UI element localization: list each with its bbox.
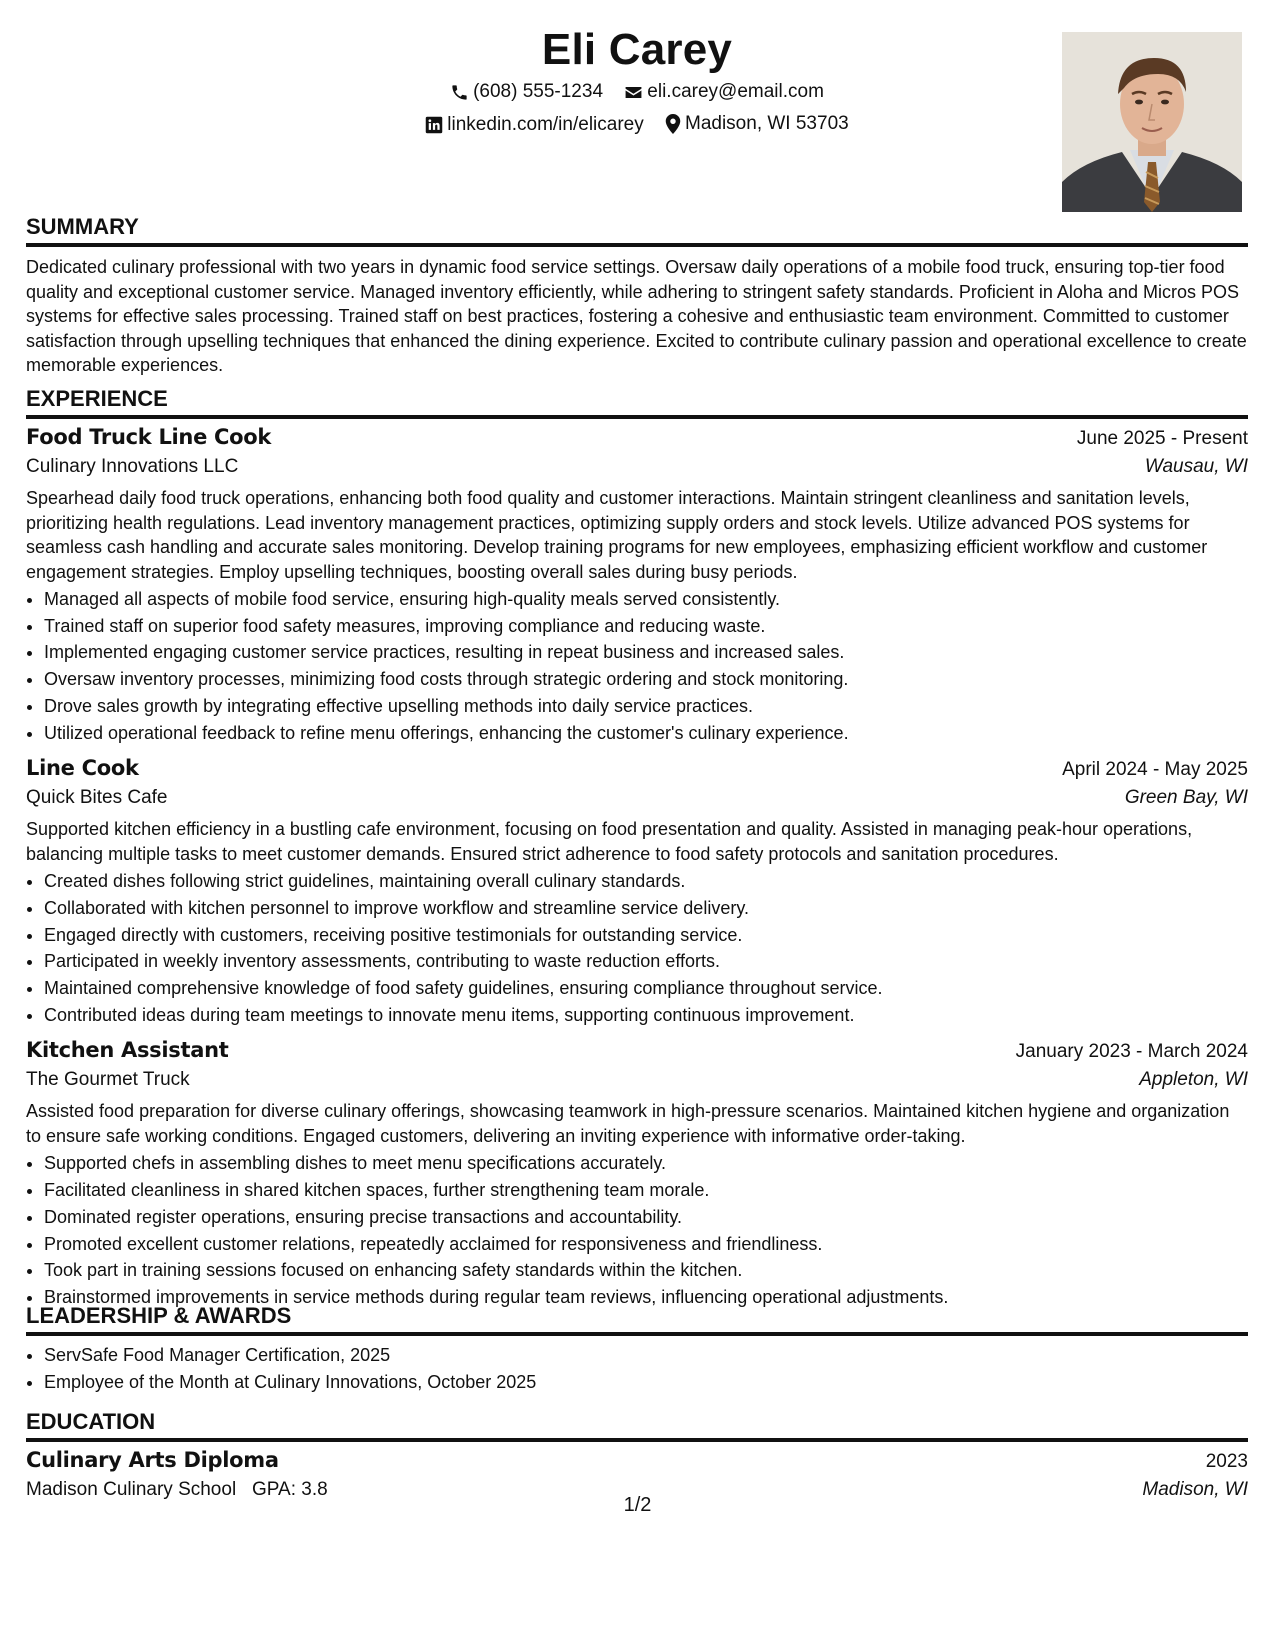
list-item: • Managed all aspects of mobile food service, ensuring high-quality meals served consistently.: [44, 586, 1248, 613]
list-item: • Collaborated with kitchen personnel to improve workflow and streamline service delivery.: [44, 895, 1248, 922]
list-item: • Promoted excellent customer relations, repeatedly acclaimed for responsiveness and friendliness.: [44, 1231, 1248, 1258]
list-item: • Brainstormed improvements in service methods during regular team reviews, influencing operational adjustments.: [44, 1284, 1248, 1311]
portrait-illustration: [1062, 32, 1242, 212]
location-contact: [665, 112, 849, 136]
summary-section: [26, 214, 1248, 378]
job-title: Food Truck Line Cook: [26, 425, 272, 449]
awards-heading: LEADERSHIP & AWARDS: [26, 1303, 1248, 1336]
school-name: Madison Culinary School: [26, 1479, 237, 1500]
company-name: Culinary Innovations LLC: [26, 456, 239, 477]
list-item: • Participated in weekly inventory assessments, contributing to waste reduction efforts.: [44, 948, 1248, 975]
resume-header: [26, 22, 1248, 212]
job-title: Kitchen Assistant: [26, 1038, 229, 1063]
email-contact[interactable]: [624, 80, 824, 104]
map-pin-icon: [665, 114, 681, 134]
experience-heading: EXPERIENCE: [26, 386, 1248, 419]
job-dates: June 2025 - Present: [1076, 428, 1248, 449]
linkedin-text: linkedin.com/in/elicarey: [447, 114, 644, 135]
job-description: Spearhead daily food truck operations, enhancing both food quality and customer interactions. Maintain stringent cleanliness and sanitation levels, prioritizing health regulations. Lead inventory management practices, optimizing supply orders and stock levels. Utilize advanced POS systems for seamless cash handling and accurate sales monitoring. Develop training programs for new employees, emphasizing efficient workflow and customer engagement strategies. Employ upselling techniques, boosting overall sales during busy periods.: [26, 488, 1208, 582]
job-entry: [26, 756, 1248, 1028]
candidate-name: Eli Carey: [541, 25, 733, 74]
job-entry: [26, 425, 1248, 746]
list-item: • Facilitated cleanliness in shared kitchen spaces, further strengthening team morale.: [44, 1177, 1248, 1204]
email-text: eli.carey@email.com: [647, 81, 824, 102]
job-title: Line Cook: [26, 756, 139, 781]
degree-name: Culinary Arts Diploma: [26, 1448, 279, 1472]
job-bullets: [26, 868, 1248, 1028]
location-text: Madison, WI 53703: [685, 113, 849, 134]
education-heading: EDUCATION: [26, 1409, 1248, 1442]
list-item: • Implemented engaging customer service practices, resulting in repeat business and increased sales.: [44, 639, 1248, 666]
list-item: • Drove sales growth by integrating effective upselling methods into daily service practices.: [44, 693, 1248, 720]
linkedin-contact[interactable]: [425, 113, 643, 137]
gpa: GPA: 3.8: [252, 1479, 328, 1500]
summary-text: Dedicated culinary professional with two years in dynamic food service settings. Oversaw daily operations of a mobile food truck, ensuring top-tier food quality and exceptional customer service. Managed inventory efficiently, while adhering to stringent safety standards. Proficient in Aloha and Micros POS systems for effective sales processing. Trained staff on best practices, fostering a cohesive and enthusiastic team environment. Committed to customer satisfaction through upselling techniques that enhanced the dining experience. Excited to contribute culinary passion and operational excellence to create memorable experiences.: [26, 257, 1247, 375]
awards-list: [26, 1342, 1248, 1395]
job-dates: April 2024 - May 2025: [1062, 759, 1248, 781]
summary-heading: SUMMARY: [26, 214, 1248, 247]
phone-icon: [450, 83, 469, 102]
job-location: Green Bay, WI: [1124, 787, 1248, 809]
job-description: Supported kitchen efficiency in a bustling cafe environment, focusing on food presentation and quality. Assisted in managing peak-hour operations, balancing multiple tasks to meet customer demands. Ensured strict adherence to food safety protocols and sanitation procedures.: [26, 819, 1193, 864]
job-location: Wausau, WI: [1144, 456, 1248, 477]
company-name: The Gourmet Truck: [26, 1069, 190, 1091]
list-item: • Dominated register operations, ensuring precise transactions and accountability.: [44, 1204, 1248, 1231]
job-entry: [26, 1038, 1248, 1310]
company-name: Quick Bites Cafe: [26, 787, 168, 809]
list-item: • Employee of the Month at Culinary Innovations, October 2025: [44, 1369, 1248, 1396]
school-location: Madison, WI: [1142, 1479, 1248, 1500]
resume-page: [26, 0, 1248, 1650]
profile-photo: [1062, 32, 1242, 212]
list-item: • Took part in training sessions focused on enhancing safety standards within the kitchen.: [44, 1257, 1248, 1284]
job-dates: January 2023 - March 2024: [1015, 1041, 1248, 1063]
graduation-year: 2023: [1205, 1451, 1248, 1472]
phone-text: (608) 555-1234: [473, 81, 604, 102]
experience-section: [26, 386, 1248, 1311]
education-section: [26, 1409, 1248, 1501]
list-item: • Contributed ideas during team meetings to innovate menu items, supporting continuous improvement.: [44, 1002, 1248, 1029]
list-item: • Oversaw inventory processes, minimizing food costs through strategic ordering and stock monitoring.: [44, 666, 1248, 693]
job-description: Assisted food preparation for diverse culinary offerings, showcasing teamwork in high-pressure scenarios. Maintained kitchen hygiene and organization to ensure safe working conditions. Engaged customers, delivering an inviting experience with informative order-taking.: [26, 1101, 1230, 1146]
linkedin-icon: [425, 116, 443, 134]
job-bullets: [26, 586, 1248, 746]
list-item: • Utilized operational feedback to refine menu offerings, enhancing the customer's culinary experience.: [44, 720, 1248, 747]
phone-contact: [450, 80, 603, 104]
list-item: • Created dishes following strict guidelines, maintaining overall culinary standards.: [44, 868, 1248, 895]
job-bullets: [26, 1150, 1248, 1310]
job-location: Appleton, WI: [1139, 1069, 1248, 1091]
page-number: 1/2: [623, 1494, 652, 1516]
list-item: • Trained staff on superior food safety measures, improving compliance and reducing waste.: [44, 613, 1248, 640]
awards-section: [26, 1303, 1248, 1395]
envelope-icon: [624, 83, 643, 102]
list-item: • Maintained comprehensive knowledge of food safety guidelines, ensuring compliance throughout service.: [44, 975, 1248, 1002]
list-item: • Engaged directly with customers, receiving positive testimonials for outstanding service.: [44, 922, 1248, 949]
list-item: • ServSafe Food Manager Certification, 2025: [44, 1342, 1248, 1369]
list-item: • Supported chefs in assembling dishes to meet menu specifications accurately.: [44, 1150, 1248, 1177]
